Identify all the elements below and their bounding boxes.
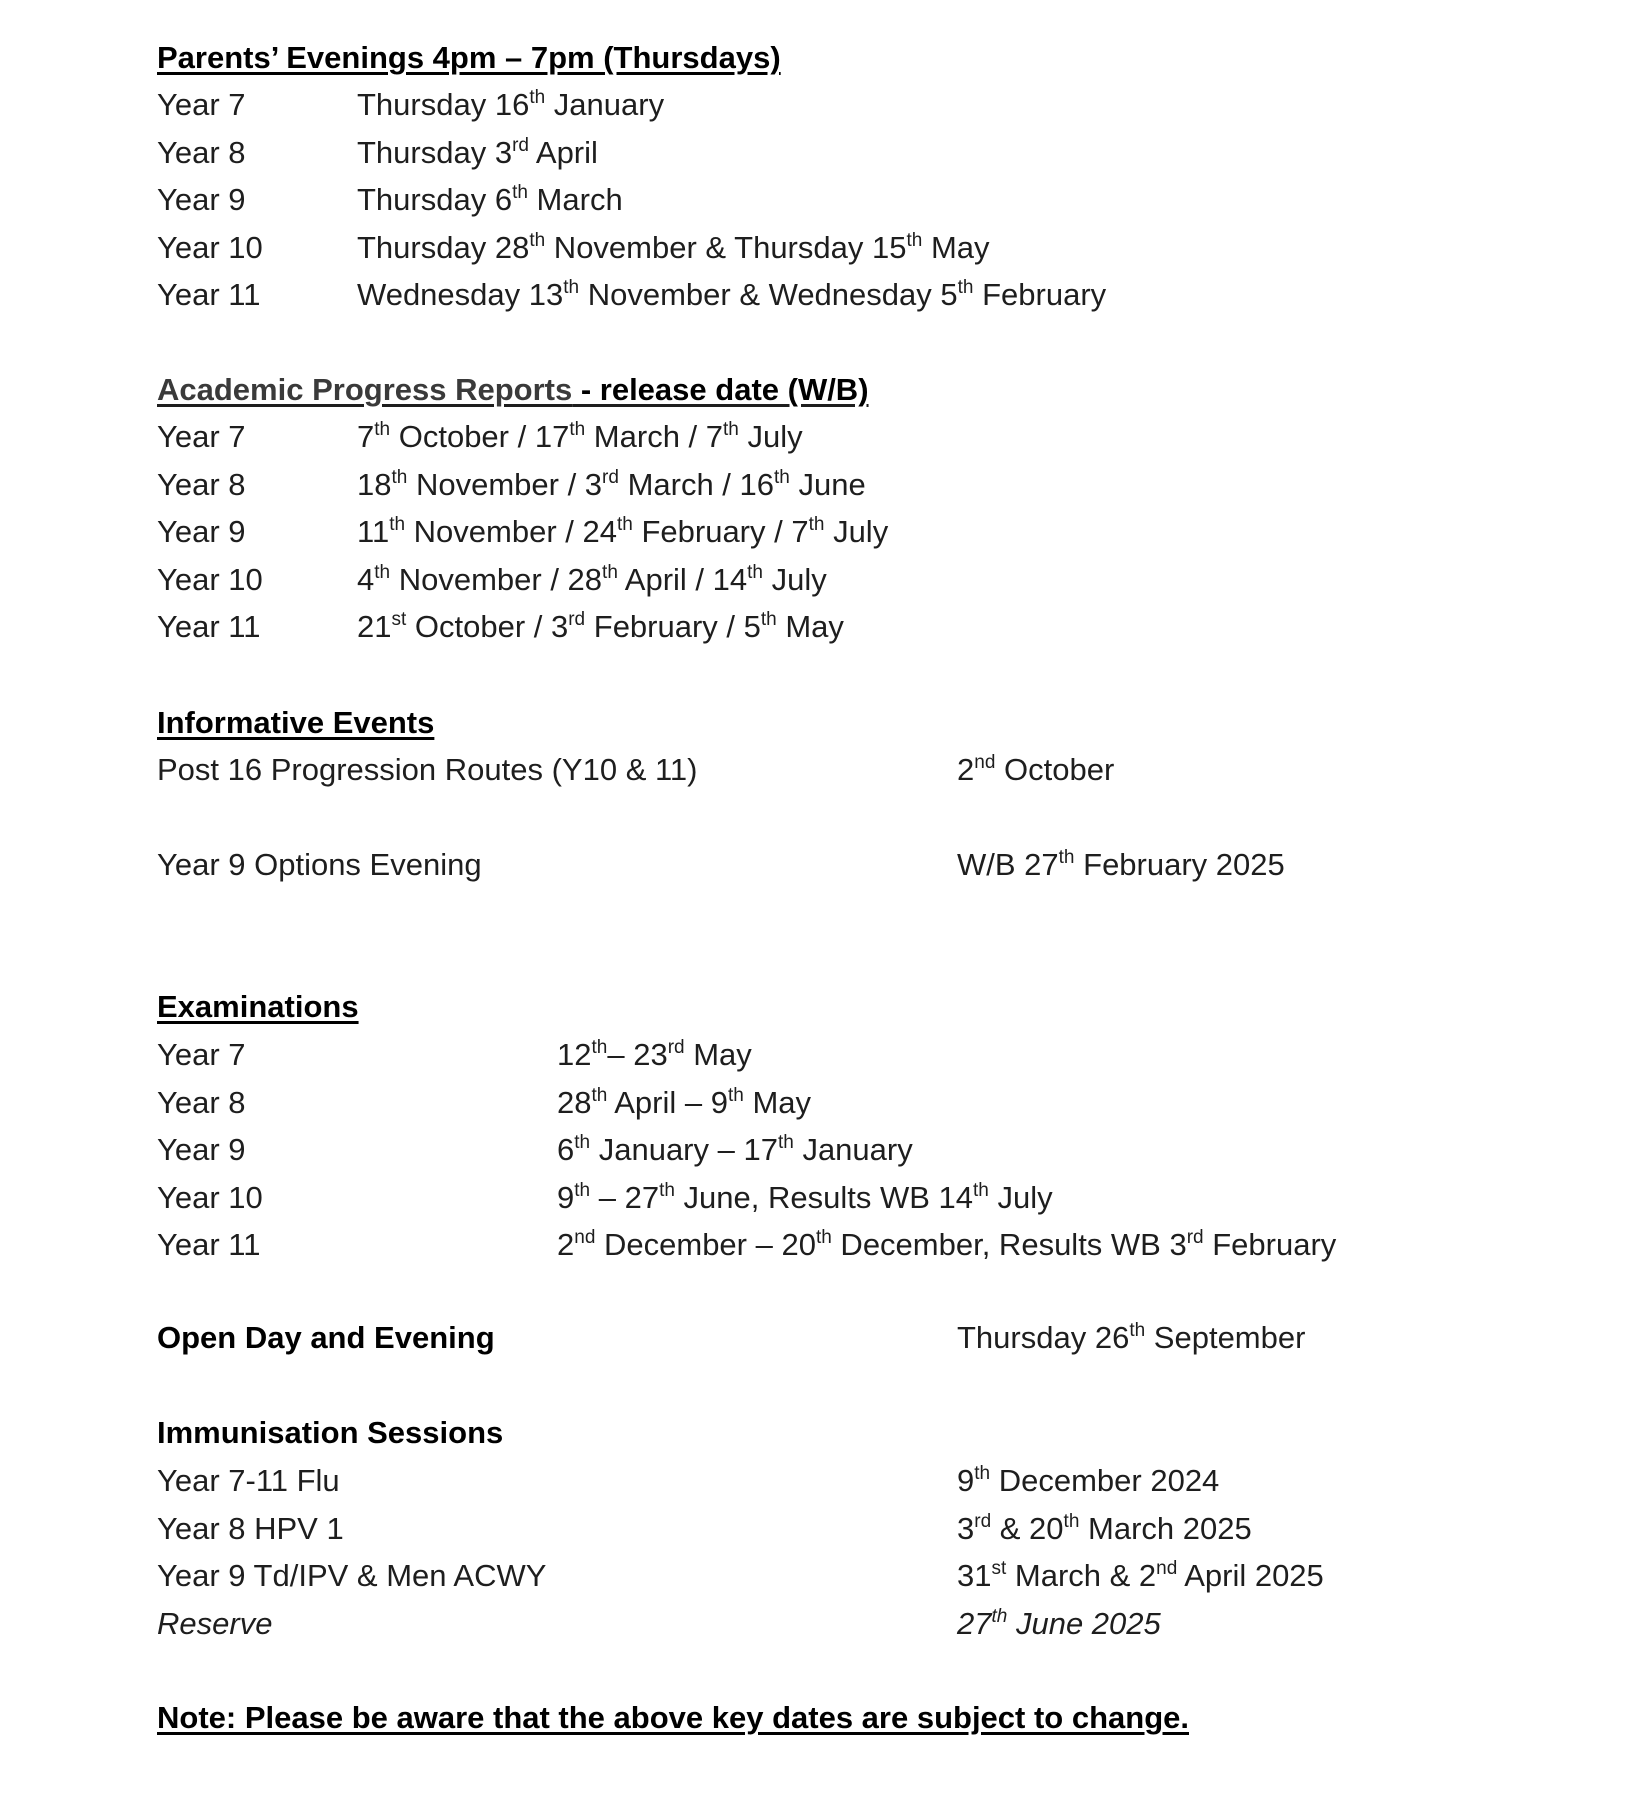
immunisation-row-label: Year 9 Td/IPV & Men ACWY [157,1558,547,1593]
immunisation-row-label: Year 8 HPV 1 [157,1510,344,1546]
progress-report-row-label: Year 8 [157,466,246,502]
immunisation-row-date: 31st March & 2nd April 2025 [957,1558,1324,1593]
parents-evening-row-date: Thursday 3rd April [357,134,598,170]
ordinal-suffix: th [563,277,580,298]
open-day-heading: Open Day and Evening [157,1320,495,1355]
examination-row-label: Year 7 [157,1037,246,1072]
parents-evening-row-date: Thursday 16th January [357,87,665,122]
examination-row-label: Year 9 [157,1132,246,1167]
ordinal-suffix: rd [667,1037,685,1058]
ordinal-suffix: th [777,1132,794,1153]
progress-report-row-label: Year 11 [157,609,261,644]
parents-evening-row-label: Year 8 [157,134,246,170]
ordinal-suffix: th [574,1132,591,1153]
open-day-date: Thursday 26th September [957,1320,1306,1355]
immunisation-row-date: 9th December 2024 [957,1463,1220,1498]
examination-row-date: 2nd December – 20th December, Results WB 3rd February [557,1227,1337,1262]
informative-event-row-label: Post 16 Progression Routes (Y10 & 11) [157,752,698,787]
ordinal-suffix: th [727,1084,744,1106]
ordinal-suffix: th [957,277,974,298]
parents-evening-row-label: Year 7 [157,87,246,122]
disclaimer-note: Note: Please be aware that the above key dates are subject to change. [157,1700,1189,1735]
ordinal-suffix: th [1129,1320,1146,1341]
ordinal-suffix: rd [1186,1227,1204,1248]
examination-row-date: 12th– 23rd May [557,1037,752,1072]
immunisation-row-date: 27th June 2025 [957,1605,1161,1641]
examination-row-label: Year 11 [157,1227,261,1262]
ordinal-suffix: th [391,466,408,488]
ordinal-suffix: th [529,87,546,108]
ordinal-suffix: th [529,229,546,251]
ordinal-suffix: th [389,514,406,535]
informative-events-heading: Informative Events [157,705,435,740]
examination-row-date: 28th April – 9th May [557,1084,812,1120]
progress-report-row-label: Year 7 [157,419,246,454]
immunisation-row-label: Reserve [157,1605,273,1641]
ordinal-suffix: th [1058,847,1075,868]
ordinal-suffix: th [991,1605,1008,1627]
parents-evening-row-label: Year 9 [157,182,246,217]
progress-report-row-date: 4th November / 28th April / 14th July [357,561,827,597]
progress-report-row-label: Year 9 [157,514,246,549]
examination-row-date: 9th – 27th June, Results WB 14th July [557,1179,1053,1215]
examination-row-date: 6th January – 17th January [557,1132,913,1167]
examination-row-label: Year 8 [157,1084,246,1120]
progress-reports-heading-subtitle: - release date (W/B) [572,372,869,407]
ordinal-suffix: nd [574,1227,596,1248]
ordinal-suffix: th [723,419,739,440]
ordinal-suffix: nd [1156,1558,1178,1579]
ordinal-suffix: th [1063,1510,1080,1532]
informative-event-row-date: 2nd October [957,752,1115,787]
progress-report-row-date: 11th November / 24th February / 7th July [357,514,889,549]
ordinal-suffix: th [815,1227,832,1248]
ordinal-suffix: th [602,561,618,583]
ordinal-suffix: nd [974,752,996,773]
informative-event-row-date: W/B 27th February 2025 [957,847,1285,882]
progress-report-row-label: Year 10 [157,561,263,597]
ordinal-suffix: th [973,1179,989,1201]
ordinal-suffix: th [591,1037,608,1058]
ordinal-suffix: th [760,609,777,630]
examinations-heading: Examinations [157,989,359,1024]
ordinal-suffix: th [374,419,391,440]
parents-evening-row-label: Year 11 [157,277,261,312]
ordinal-suffix: th [512,182,528,203]
ordinal-suffix: th [659,1179,675,1201]
progress-report-row-date: 21st October / 3rd February / 5th May [357,609,844,644]
ordinal-suffix: th [616,514,633,535]
ordinal-suffix: rd [512,134,529,156]
progress-reports-heading-title: Academic Progress Reports [157,372,573,407]
parents-evening-row-label: Year 10 [157,229,263,265]
progress-report-row-date: 7th October / 17th March / 7th July [357,419,803,454]
ordinal-suffix: th [808,514,825,535]
parents-evening-row-date: Wednesday 13th November & Wednesday 5th February [357,277,1107,312]
ordinal-suffix: st [991,1558,1007,1579]
parents-evening-row-date: Thursday 28th November & Thursday 15th May [357,229,990,265]
ordinal-suffix: th [591,1084,608,1106]
immunisation-row-label: Year 7-11 Flu [157,1463,340,1498]
informative-event-row-label: Year 9 Options Evening [157,847,482,882]
ordinal-suffix: rd [568,609,586,630]
examination-row-label: Year 10 [157,1179,263,1215]
immunisation-row-date: 3rd & 20th March 2025 [957,1510,1252,1546]
ordinal-suffix: th [374,561,391,583]
ordinal-suffix: rd [602,466,619,488]
ordinal-suffix: th [747,561,764,583]
ordinal-suffix: th [906,229,923,251]
progress-report-row-date: 18th November / 3rd March / 16th June [357,466,866,502]
ordinal-suffix: th [974,1463,991,1484]
parents-evenings-heading: Parents’ Evenings 4pm – 7pm (Thursdays) [157,40,781,75]
parents-evening-row-date: Thursday 6th March [357,182,623,217]
ordinal-suffix: th [774,466,790,488]
immunisation-heading: Immunisation Sessions [157,1415,504,1450]
ordinal-suffix: th [574,1179,591,1201]
ordinal-suffix: st [391,609,407,630]
ordinal-suffix: rd [974,1510,992,1532]
ordinal-suffix: th [569,419,586,440]
progress-reports-heading [157,370,869,410]
